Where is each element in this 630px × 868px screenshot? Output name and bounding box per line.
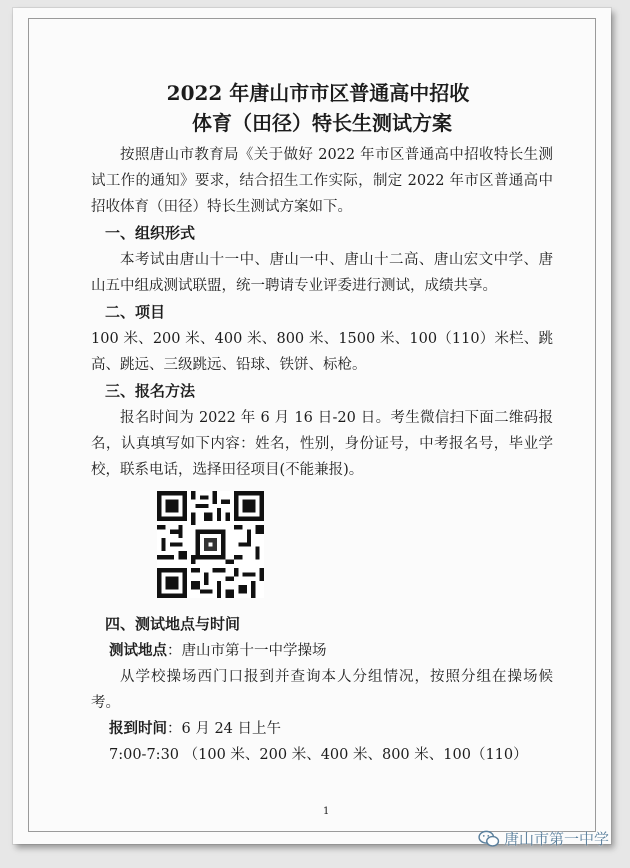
checkin-time-label: 报到时间 (109, 720, 167, 737)
qr-code-area (91, 483, 553, 611)
document-page (13, 8, 611, 844)
document-title-line-1: 2022 年唐山市市区普通高中招收 (166, 81, 470, 105)
section-2-heading: 二、项目 (105, 303, 166, 321)
test-location-note: 从学校操场西门口报到并查询本人分组情况，按照分组在操场候考。 (91, 669, 553, 711)
test-location-line (109, 638, 553, 664)
watermark-text: 唐山市第一中学 (504, 831, 610, 848)
checkin-time-line (109, 716, 553, 742)
document-body (91, 78, 553, 768)
section-3-heading: 三、报名方法 (105, 382, 196, 400)
page-number: 1 (323, 806, 330, 817)
test-location-label: 测试地点 (109, 642, 167, 659)
section-2-text: 100 米、200 米、400 米、800 米、1500 米、100（110）米栏、跳高、跳远、三级跳远、铅球、铁饼、标枪。 (91, 331, 553, 373)
section-1-text: 本考试由唐山十一中、唐山一中、唐山十二高、唐山宏文中学、唐山五中组成测试联盟，统一聘请专业评委进行测试，成绩共享。 (91, 252, 553, 294)
section-1-heading: 一、组织形式 (105, 224, 196, 242)
checkin-time-value: ：6 月 24 日上午 (167, 721, 282, 737)
test-location-value: ：唐山市第十一中学操场 (167, 643, 327, 659)
source-watermark (478, 828, 609, 849)
qr-code-icon[interactable] (157, 491, 264, 598)
section-4-heading: 四、测试地点与时间 (105, 615, 241, 633)
section-3-text: 报名时间为 2022 年 6 月 16 日-20 日。考生微信扫下面二维码报名，认真填写如下内容：姓名，性别，身份证号，中考报名号，毕业学校，联系电话，选择田径项目(不能兼报)。 (91, 410, 553, 478)
wechat-icon (478, 830, 500, 848)
intro-paragraph: 按照唐山市教育局《关于做好 2022 年市区普通高中招收特长生测试工作的通知》要求，结合招生工作实际，制定 2022 年市区普通高中招收体育（田径）特长生测试方案如下。 (91, 147, 553, 215)
time-slot-line: 7:00-7:30 （100 米、200 米、400 米、800 米、100（110） (109, 747, 528, 763)
document-title-line-2: 体育（田径）特长生测试方案 (192, 111, 452, 135)
